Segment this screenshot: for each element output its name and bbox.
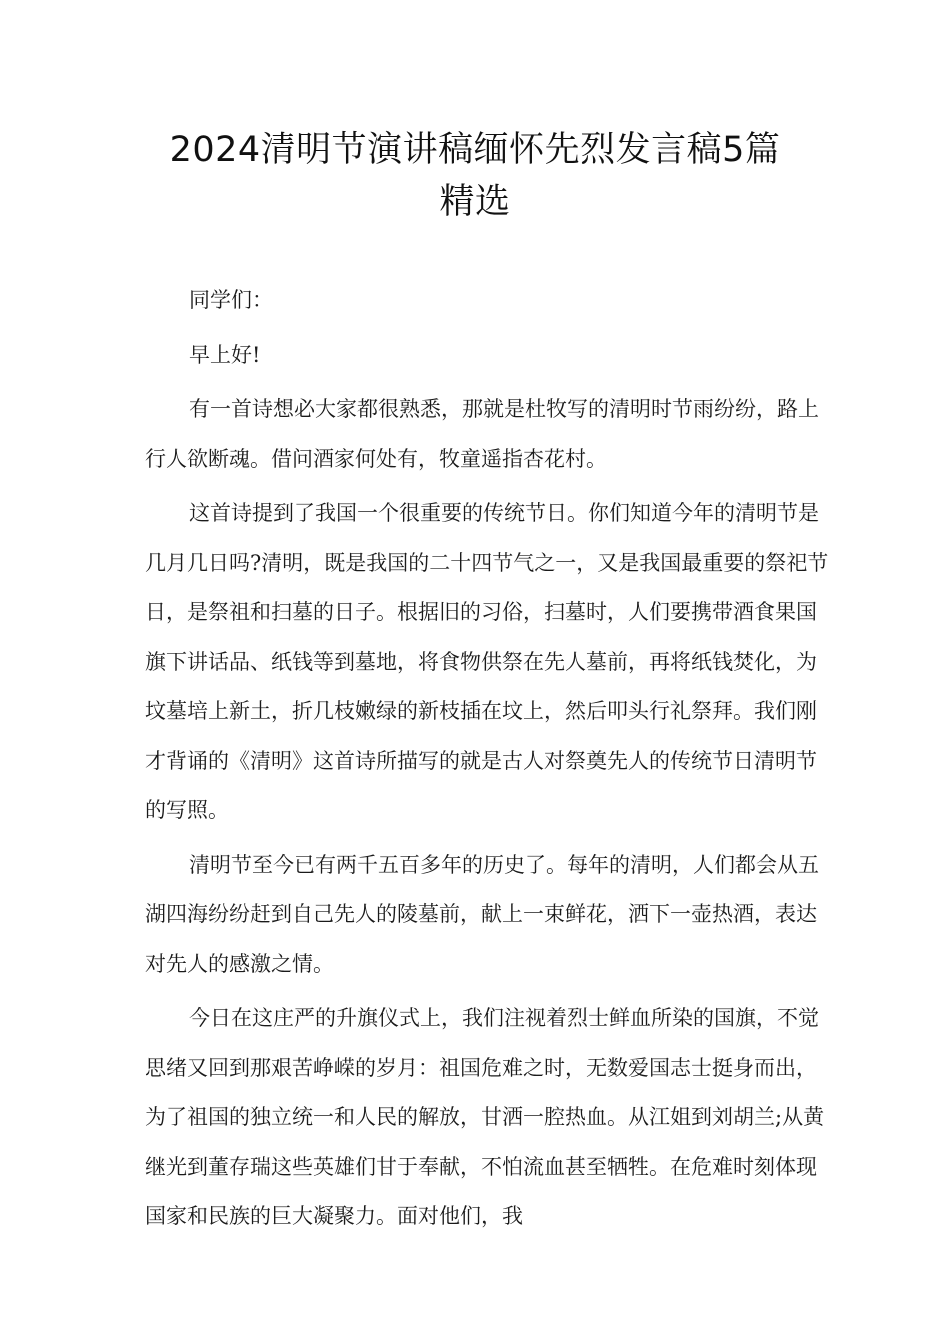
title-line-1: 2024清明节演讲稿缅怀先烈发言稿5篇	[169, 130, 781, 170]
body-paragraph: 有一首诗想必大家都很熟悉，那就是杜牧写的清明时节雨纷纷，路上行人欲断魂。借问酒家何处有，牧童遥指杏花村。	[145, 397, 819, 471]
document-body	[145, 276, 835, 1242]
greeting-paragraph: 同学们：	[189, 288, 273, 312]
body-paragraph: 清明节至今已有两千五百多年的历史了。每年的清明，人们都会从五湖四海纷纷赶到自己先人的陵墓前，献上一束鲜花，洒下一壶热酒，表达对先人的感激之情。	[145, 852, 819, 976]
salutation-paragraph: 早上好!	[189, 342, 261, 367]
document-title	[120, 124, 830, 228]
title-line-2: 精选	[439, 182, 511, 222]
body-paragraph: 今日在这庄严的升旗仪式上，我们注视着烈士鲜血所染的国旗，不觉思绪又回到那艰苦峥嵘的岁月：祖国危难之时，无数爱国志士挺身而出，为了祖国的独立统一和人民的解放，甘洒一腔热血。从江姐到刘胡兰;从黄继光到董存瑞这些英雄们甘于奉献，不怕流血甚至牺牲。在危难时刻体现国家和民族的巨大凝聚力。面对他们，我	[145, 1006, 825, 1228]
body-paragraph: 这首诗提到了我国一个很重要的传统节日。你们知道今年的清明节是几月几日吗?清明，既是我国的二十四节气之一，又是我国最重要的祭祀节日，是祭祖和扫墓的日子。根据旧的习俗，扫墓时，人们要携带酒食果国旗下讲话品、纸钱等到墓地，将食物供祭在先人墓前，再将纸钱焚化，为坟墓培上新土，折几枝嫩绿的新枝插在坟上，然后叩头行礼祭拜。我们刚才背诵的《清明》这首诗所描写的就是古人对祭奠先人的传统节日清明节的写照。	[145, 501, 829, 822]
